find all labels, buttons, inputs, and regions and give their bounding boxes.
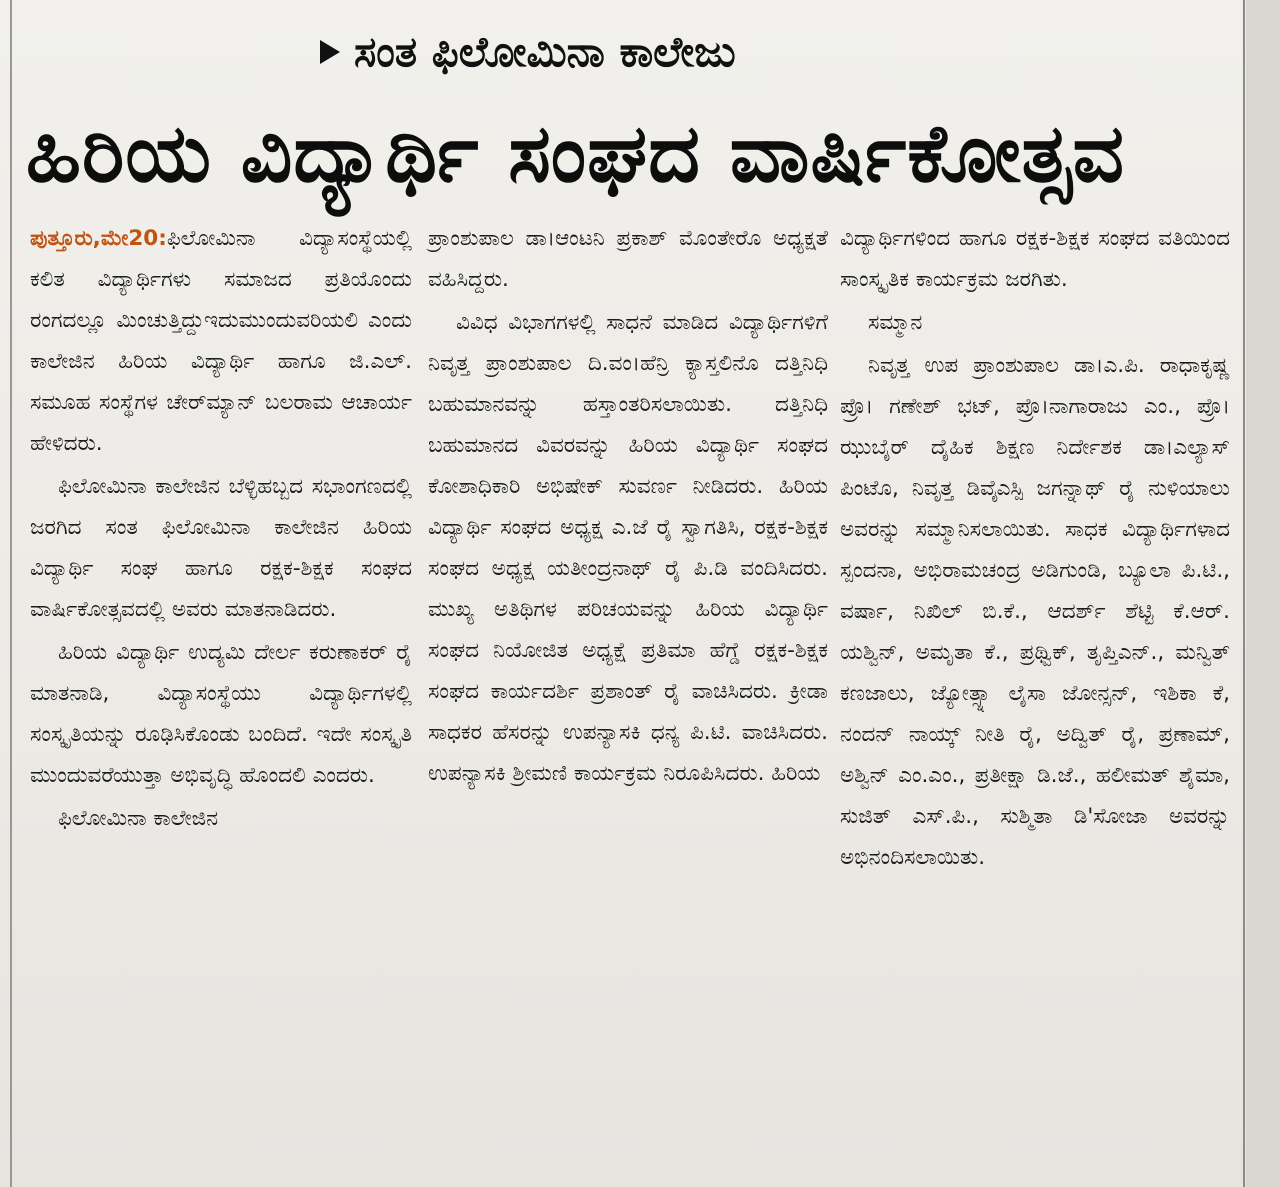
paragraph: ಪ್ರಾಂಶುಪಾಲ ಡಾ।ಆಂಟನಿ ಪ್ರಕಾಶ್ ಮೊಂತೇರೊ ಅಧ್ಯಕ್ಷತೆ ವಹಿಸಿದ್ದರು.	[428, 226, 828, 292]
adjacent-page-edge	[1246, 0, 1280, 1187]
paragraph: ಹಿರಿಯ ವಿದ್ಯಾರ್ಥಿ ಉದ್ಯಮಿ ದೇರ್ಲ ಕರುಣಾಕರ್ ರೈ ಮಾತನಾಡಿ, ವಿದ್ಯಾಸಂಸ್ಥೆಯು ವಿದ್ಯಾರ್ಥಿಗಳಲ್ಲಿ ಸಂಸ್ಕೃತಿಯನ್ನು ರೂಢಿಸಿಕೊಂಡು ಬಂದಿದೆ. ಇದೇ ಸಂಸ್ಕೃತಿ ಮುಂದುವರೆಯುತ್ತಾ ಅಭಿವೃದ್ಧಿ ಹೊಂದಲಿ ಎಂದರು.	[30, 640, 412, 788]
play-triangle-icon	[320, 40, 340, 64]
article-column-2	[428, 218, 828, 796]
paragraph: ವಿವಿಧ ವಿಭಾಗಗಳಲ್ಲಿ ಸಾಧನೆ ಮಾಡಿದ ವಿದ್ಯಾರ್ಥಿಗಳಿಗೆ ನಿವೃತ್ತ ಪ್ರಾಂಶುಪಾಲ ದಿ.ವಂ।ಹೆನ್ರಿ ಕ್ಯಾಸ್ತಲಿನೊ ದತ್ತಿನಿಧಿ ಬಹುಮಾನವನ್ನು ಹಸ್ತಾಂತರಿಸಲಾಯಿತು. ದತ್ತಿನಿಧಿ ಬಹುಮಾನದ ವಿವರವನ್ನು ಹಿರಿಯ ವಿದ್ಯಾರ್ಥಿ ಸಂಘದ ಕೋಶಾಧಿಕಾರಿ ಅಭಿಷೇಕ್ ಸುವರ್ಣ ನೀಡಿದರು. ಹಿರಿಯ ವಿದ್ಯಾರ್ಥಿ ಸಂಘದ ಅಧ್ಯಕ್ಷ ಎ.ಜೆ ರೈ ಸ್ವಾಗತಿಸಿ, ರಕ್ಷಕ-ಶಿಕ್ಷಕ ಸಂಘದ ಅಧ್ಯಕ್ಷ ಯತೀಂದ್ರನಾಥ್ ರೈ ಪಿ.ಡಿ ವಂದಿಸಿದರು. ಮುಖ್ಯ ಅತಿಥಿಗಳ ಪರಿಚಯವನ್ನು ಹಿರಿಯ ವಿದ್ಯಾರ್ಥಿ ಸಂಘದ ನಿಯೋಜಿತ ಅಧ್ಯಕ್ಷೆ ಪ್ರತಿಮಾ ಹೆಗ್ಡೆ ರಕ್ಷಕ-ಶಿಕ್ಷಕ ಸಂಘದ ಕಾರ್ಯದರ್ಶಿ ಪ್ರಶಾಂತ್ ರೈ ವಾಚಿಸಿದರು. ಕ್ರೀಡಾ ಸಾಧಕರ ಹೆಸರನ್ನು ಉಪನ್ಯಾಸಕಿ ಧನ್ಯ ಪಿ.ಟಿ. ವಾಚಿಸಿದರು. ಉಪನ್ಯಾಸಕಿ ಶ್ರೀಮಣಿ ಕಾರ್ಯಕ್ರಮ ನಿರೂಪಿಸಿದರು. ಹಿರಿಯ	[428, 310, 828, 786]
paragraph: ಫಿಲೋಮಿನಾ ಕಾಲೇಜಿನ ಬೆಳ್ಳಿಹಬ್ಬದ ಸಭಾಂಗಣದಲ್ಲಿ ಜರಗಿದ ಸಂತ ಫಿಲೋಮಿನಾ ಕಾಲೇಜಿನ ಹಿರಿಯ ವಿದ್ಯಾರ್ಥಿ ಸಂಘ ಹಾಗೂ ರಕ್ಷಕ-ಶಿಕ್ಷಕ ಸಂಘದ ವಾರ್ಷಿಕೋತ್ಸವದಲ್ಲಿ ಅವರು ಮಾತನಾಡಿದರು.	[30, 474, 412, 622]
article-column-1	[30, 218, 412, 841]
headline: ಹಿರಿಯ ವಿದ್ಯಾರ್ಥಿ ಸಂಘದ ವಾರ್ಷಿಕೋತ್ಸವ	[26, 107, 1125, 200]
article-column-3	[840, 218, 1230, 880]
paragraph: ಫಿಲೋಮಿನಾ ಕಾಲೇಜಿನ	[58, 806, 219, 831]
paragraph-text: ಫಿಲೋಮಿನಾ ವಿದ್ಯಾಸಂಸ್ಥೆಯಲ್ಲಿ ಕಲಿತ ವಿದ್ಯಾರ್ಥಿಗಳು ಸಮಾಜದ ಪ್ರತಿಯೊಂದು ರಂಗದಲ್ಲೂ ಮಿಂಚುತ್ತಿದ್ದುಇದುಮುಂದುವರಿಯಲಿ ಎಂದು ಕಾಲೇಜಿನ ಹಿರಿಯ ವಿದ್ಯಾರ್ಥಿ ಹಾಗೂ ಜಿ.ಎಲ್. ಸಮೂಹ ಸಂಸ್ಥೆಗಳ ಚೇರ್‌ಮ್ಯಾನ್ ಬಲರಾಮ ಆಚಾರ್ಯ ಹೇಳಿದರು.	[30, 226, 412, 456]
kicker-text: ಸಂತ ಫಿಲೋಮಿನಾ ಕಾಲೇಜು	[354, 27, 736, 76]
right-column-rule	[1243, 0, 1245, 1187]
paragraph: ವಿದ್ಯಾರ್ಥಿಗಳಿಂದ ಹಾಗೂ ರಕ್ಷಕ-ಶಿಕ್ಷಕ ಸಂಘದ ವತಿಯಿಂದ ಸಾಂಸ್ಕೃತಿಕ ಕಾರ್ಯಕ್ರಮ ಜರಗಿತು.	[840, 226, 1230, 292]
left-column-rule	[10, 0, 12, 1187]
dateline: ಪುತ್ತೂರು,ಮೇ20:	[30, 226, 167, 251]
subheading: ಸಮ್ಮಾನ	[868, 310, 923, 335]
paragraph	[30, 218, 412, 464]
kicker	[320, 22, 736, 82]
paragraph: ನಿವೃತ್ತ ಉಪ ಪ್ರಾಂಶುಪಾಲ ಡಾ।ಎ.ಪಿ. ರಾಧಾಕೃಷ್ಣ ಪ್ರೊ। ಗಣೇಶ್ ಭಟ್, ಪ್ರೊ।ನಾಗಾರಾಜು ಎಂ., ಪ್ರೊ। ಝುಬೈರ್ ದೈಹಿಕ ಶಿಕ್ಷಣ ನಿರ್ದೇಶಕ ಡಾ।ಎಲ್ಯಾಸ್ ಪಿಂಟೊ, ನಿವೃತ್ತ ಡಿವೈಎಸ್ಪಿ ಜಗನ್ನಾಥ್ ರೈ ನುಳಿಯಾಲು ಅವರನ್ನು ಸಮ್ಮಾನಿಸಲಾಯಿತು. ಸಾಧಕ ವಿದ್ಯಾರ್ಥಿಗಳಾದ ಸ್ಪಂದನಾ, ಅಭಿರಾಮಚಂದ್ರ ಅಡಿಗುಂಡಿ, ಬ್ಯೂಲಾ ಪಿ.ಟಿ., ವರ್ಷಾ, ನಿಖಿಲ್ ಬಿ.ಕೆ., ಆದರ್ಶ್ ಶೆಟ್ಟಿ ಕೆ.ಆರ್. ಯಶ್ವಿನ್, ಅಮೃತಾ ಕೆ., ಪ್ರಥ್ವಿಕ್, ತೃಪ್ತಿಎನ್., ಮನ್ವಿತ್ ಕಣಜಾಲು, ಜ್ಯೋತ್ಸ್ನಾ ಲೈಸಾ ಜೋನ್ಸನ್, ಇಶಿಕಾ ಕೆ, ನಂದನ್ ನಾಯ್ಕ್ ನೀತಿ ರೈ, ಅದ್ವಿತ್ ರೈ, ಪ್ರಣಾಮ್, ಅಶ್ವಿನ್ ಎಂ.ಎಂ., ಪ್ರತೀಕ್ಷಾ ಡಿ.ಜೆ., ಹಲೀಮತ್ ಶೈಮಾ, ಸುಜಿತ್ ಎಸ್.ಪಿ., ಸುಶ್ಮಿತಾ ಡಿ'ಸೋಜಾ ಅವರನ್ನು ಅಭಿನಂದಿಸಲಾಯಿತು.	[840, 353, 1230, 870]
